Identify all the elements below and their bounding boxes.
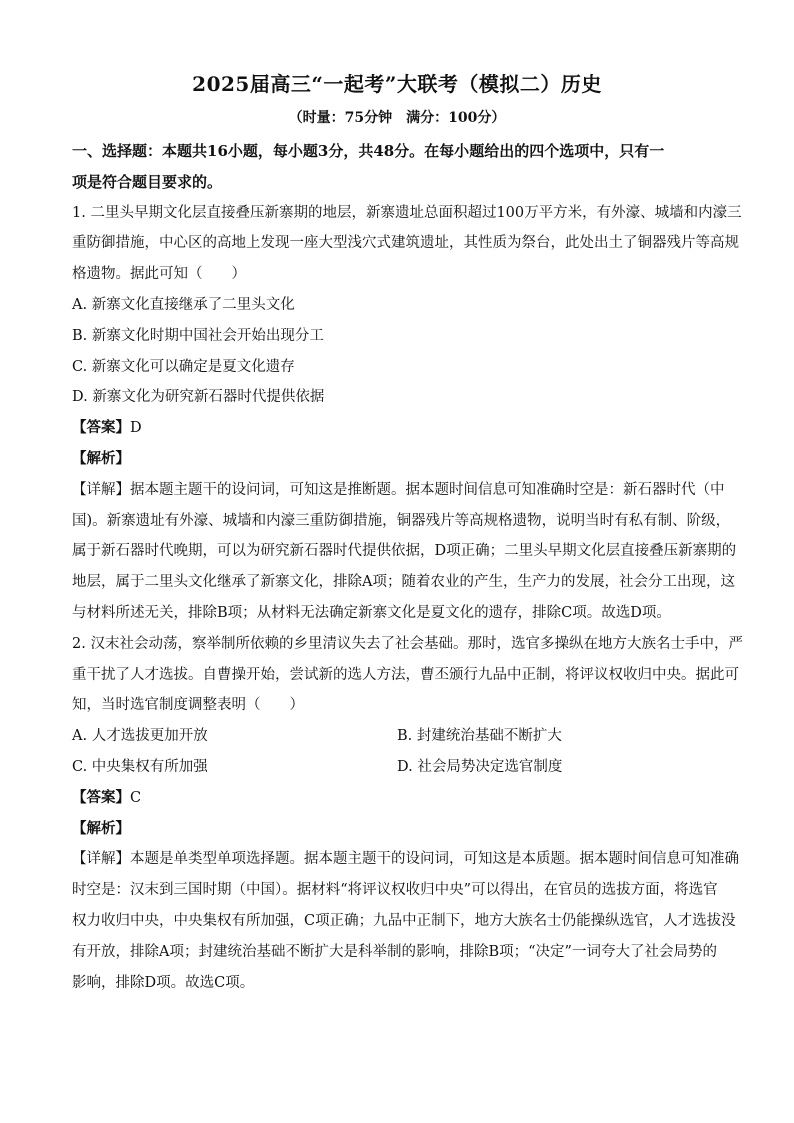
q2-stem-line2: 重干扰了人才选拔。自曹操开始，尝试新的选人方法，曹丕颁行九品中正制，将评议权收归中央。据此可 — [72, 666, 739, 683]
q1-option-b: B. 新寨文化时期中国社会开始出现分工 — [72, 327, 324, 344]
q2-options-row2 — [72, 752, 722, 783]
section-heading-line2: 项是符合题目要求的。 — [72, 172, 223, 191]
q2-detail-line2: 时空是：汉末到三国时期（中国）。据材料“将评议权收归中央”可以得出，在官员的选拔方面，将选官 — [72, 882, 718, 899]
q2-answer — [72, 783, 722, 814]
q1-answer — [72, 413, 722, 444]
q2-answer-value: C — [130, 789, 142, 806]
q1-analysis-tag: 【解析】 — [72, 449, 130, 467]
q1-detail-line1: 【详解】据本题主题干的设问词，可知这是推断题。据本题时间信息可知准确时空是：新石器时代（中 — [72, 481, 725, 498]
q2-option-b: B. 封建统治基础不断扩大 — [397, 728, 562, 745]
q2-detail-line3: 权力收归中央，中央集权有所加强，C项正确；九品中正制下，地方大族名士仍能操纵选官，人才选拔没 — [72, 912, 736, 929]
q2-option-d: D. 社会局势决定选官制度 — [397, 758, 563, 775]
q1-answer-value: D — [130, 420, 142, 437]
q1-stem-line1: 1. 二里头早期文化层直接叠压新寨期的地层，新寨遗址总面积超过100万平方米，有外濠、城墙和内濠三 — [72, 204, 742, 221]
q1-detail-line2: 国)。新寨遗址有外濠、城墙和内濠三重防御措施，铜器残片等高规格遗物，说明当时有私有制、阶级， — [72, 512, 731, 529]
q1-detail-line5: 与材料所述无关，排除B项；从材料无法确定新寨文化是夏文化的遗存，排除C项。故选D项。 — [72, 604, 671, 621]
answer-tag: 【答案】 — [72, 419, 130, 437]
q1-stem-line3: 格遗物。据此可知（ ） — [72, 266, 246, 283]
q1-option-d: D. 新寨文化为研究新石器时代提供依据 — [72, 389, 325, 406]
answer-tag: 【答案】 — [72, 788, 130, 806]
exam-time-score: （时量：75分钟 满分：100分） — [288, 110, 506, 126]
exam-body — [72, 136, 743, 998]
q1-option-c: C. 新寨文化可以确定是夏文化遗存 — [72, 358, 295, 375]
q1-option-a: A. 新寨文化直接继承了二里头文化 — [72, 296, 295, 313]
section-heading-line1: 一、选择题：本题共16小题，每小题3分，共48分。在每小题给出的四个选项中，只有一 — [72, 142, 665, 160]
q2-options-row1 — [72, 721, 722, 752]
q1-detail-line3: 属于新石器时代晚期，可以为研究新石器时代提供依据，D项正确；二里头早期文化层直接叠压新寨期的 — [72, 543, 737, 560]
q2-detail-line4: 有开放，排除A项；封建统治基础不断扩大是科举制的影响，排除B项；“决定”一词夸大了社会局势的 — [72, 943, 717, 960]
q2-option-a: A. 人才选拔更加开放 — [72, 728, 208, 745]
q2-stem-line3: 知，当时选官制度调整表明（ ） — [72, 697, 304, 714]
q1-detail-line4: 地层，属于二里头文化继承了新寨文化，排除A项；随着农业的产生，生产力的发展，社会分工出现，这 — [72, 574, 735, 591]
q2-option-c: C. 中央集权有所加强 — [72, 758, 208, 775]
q1-stem-line2: 重防御措施，中心区的高地上发现一座大型浅穴式建筑遗址，其性质为祭台，此处出土了铜器残片等高规 — [72, 235, 739, 252]
q2-stem-line1: 2. 汉末社会动荡，察举制所依赖的乡里清议失去了社会基础。那时，选官多操纵在地方大族名士手中，严 — [72, 635, 743, 652]
question-2 — [72, 629, 743, 999]
q2-detail-line1: 【详解】本题是单类型单项选择题。据本题主题干的设问词，可知这是本质题。据本题时间信息可知准确 — [72, 851, 739, 868]
q2-detail-line5: 影响，排除D项。故选C项。 — [72, 974, 255, 991]
page-title: 2025届高三“一起考”大联考（模拟二）历史 — [192, 72, 602, 96]
question-1 — [72, 198, 742, 629]
q2-analysis-tag: 【解析】 — [72, 819, 130, 837]
